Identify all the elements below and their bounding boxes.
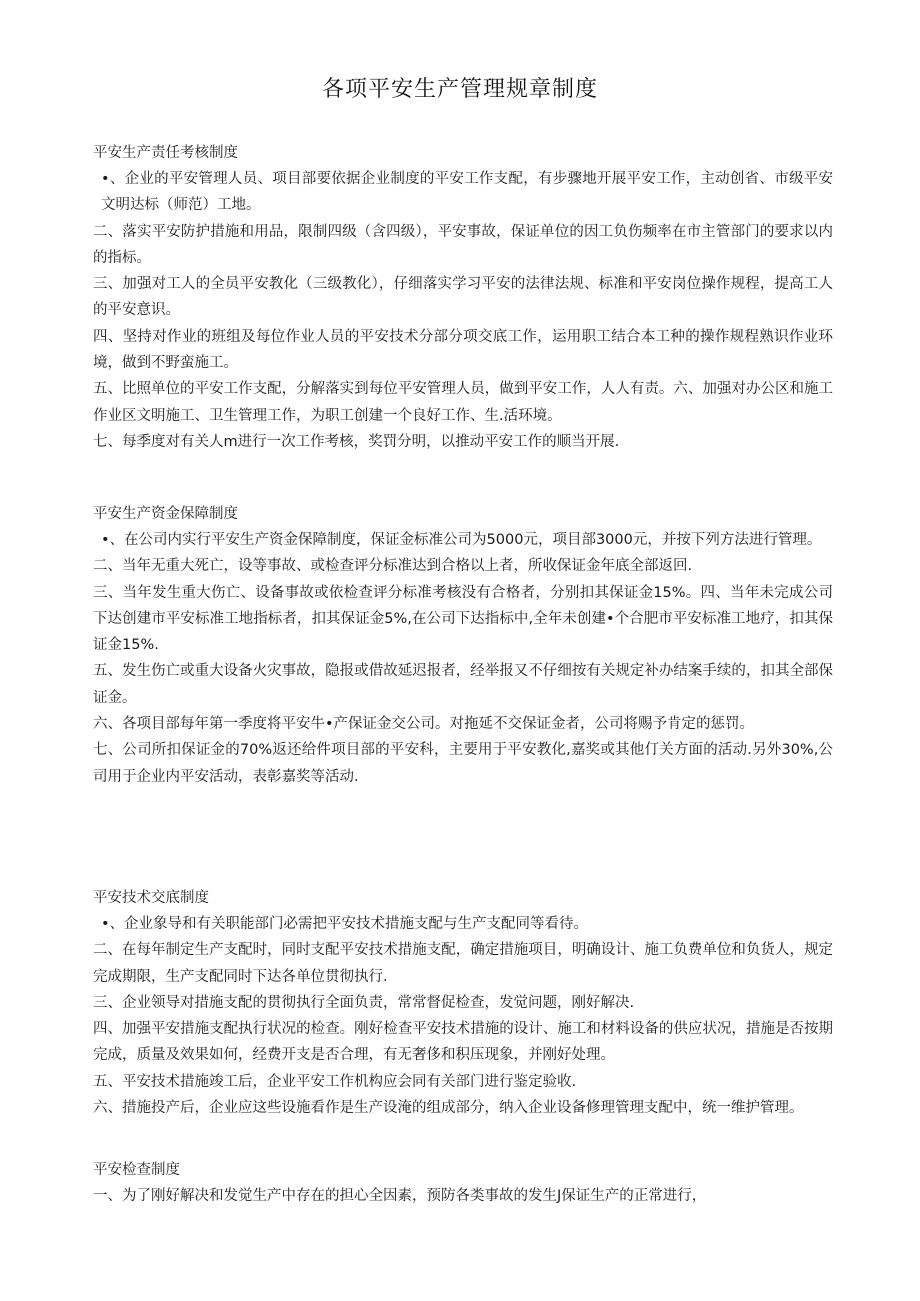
paragraph: 四、坚持对作业的班组及每位作业人员的平安技术分部分项交底工作，运用职工结合本工种的操作规程熟识作业环境，做到不野蛮施工。 <box>93 328 833 372</box>
section-safety-responsibility <box>93 140 833 455</box>
section-safety-funds <box>93 501 833 790</box>
paragraph: 四、加强平安措施支配执行状况的检查。刚好检查平安技术措施的设计、施工和材料设备的供应状况，措施是否按期完成，质量及效果如何，经费开支是否合理，有无奢侈和积压现象，并刚好处理。 <box>93 1021 833 1064</box>
paragraph: 七、公司所扣保证金的70%返还给件项目部的平安科，主要用于平安教化,嘉奖或其他仃关方面的活动.另外30%,公司用于企业内平安活动，表彰嘉奖等活动. <box>93 742 833 785</box>
paragraph: 二、在每年制定生产支配时，同时支配平安技术措施支配，确定措施项目，明确设计、施工负费单位和负货人，规定完成期限，生产支配同时下达各单位贯彻执行. <box>93 942 833 985</box>
paragraph: 五、发生伤亡或重大设备火灾事故，隐报或借故延迟报者，经举报又不仔细按有关规定补办结案手续的，扣其全部保证金。 <box>93 663 833 706</box>
paragraph: •、企业的平安管理人员、项目部要依据企业制度的平安工作支配，有步骤地开展平安工作，主动创省、市级平安文明达标（师范）工地。 <box>101 171 833 214</box>
section-heading: 平安生产资金保障制度 <box>93 506 238 522</box>
paragraph: 七、每季度对有关人m进行一次工作考核，奖罚分明，以推动平安工作的顺当开展. <box>93 433 620 450</box>
paragraph: •、在公司内实行平安生产资金保障制度，保证金标准公司为5000元，项目部3000元，并按下列方法进行管理。 <box>101 532 822 548</box>
paragraph: 一、为了刚好解决和发觉生产中存在的担心全因素，预防各类事故的发生J保证生产的正常进行， <box>93 1188 707 1204</box>
paragraph: 五、平安技术措施竣工后，企业平安工作机构应会同有关部门进行鉴定验收. <box>93 1073 577 1090</box>
section-heading: 平安生产责任考核制度 <box>93 145 238 161</box>
paragraph: 五、比照单位的平安工作支配，分解落实到每位平安管理人员，做到平安工作，人人有责。六、加强对办公区和施工作业区文明施工、卫生管理工作，为职工创建一个良好工作、生.活环境。 <box>93 381 833 424</box>
paragraph: 六、措施投产后，企业应这些设施看作是生产设淹的组成部分，纳入企业设备修理管理支配中，统一维护管理。 <box>93 1100 804 1117</box>
paragraph: 三、企业领导对措施支配的贯彻执行全面负责，常常督促检查，发觉问题，刚好解决. <box>93 994 635 1011</box>
paragraph: 二、当年无重大死亡，设等事故、或检查评分标准达到合格以上者，所收保证金年底全部返回. <box>93 558 693 575</box>
section-heading: 平安检查制度 <box>93 1162 180 1178</box>
paragraph: 三、加强对工人的全员平安教化（三级教化），仔细落实学习平安的法律法规、标准和平安岗位操作规程，提高工人的平安意识。 <box>93 276 833 319</box>
page-title: 各项平安生产管理规章制度 <box>321 77 598 102</box>
paragraph: 三、当年发生重大伤亡、设备事故或依检查评分标准考核没有合格者，分别扣其保证金15%。四、当年未完成公司下达创建市平安标准工地指标者，扣其保证金5%,在公司下达指标中,全年未创建•个合肥市平安标准工地疗，扣其保证金15%. <box>93 584 833 654</box>
paragraph: 二、落实平安防护措施和用品，限制四级（含四级），平安事故，保证单位的因工负伤频率在市主管部门的要求以内的指标。 <box>93 223 833 266</box>
section-safety-inspection <box>93 1157 833 1209</box>
section-safety-technical-disclosure <box>93 885 833 1121</box>
paragraph: •、企业象导和有关职能部门必需把平安技术措施支配与生产支配同等看待。 <box>101 916 589 932</box>
paragraph: 六、各项目部每年第一季度将平安牛•产保证金交公司。对拖延不交保证金者，公司将赐予肯定的惩罚。 <box>93 716 755 733</box>
section-heading: 平安技术交底制度 <box>93 890 209 906</box>
